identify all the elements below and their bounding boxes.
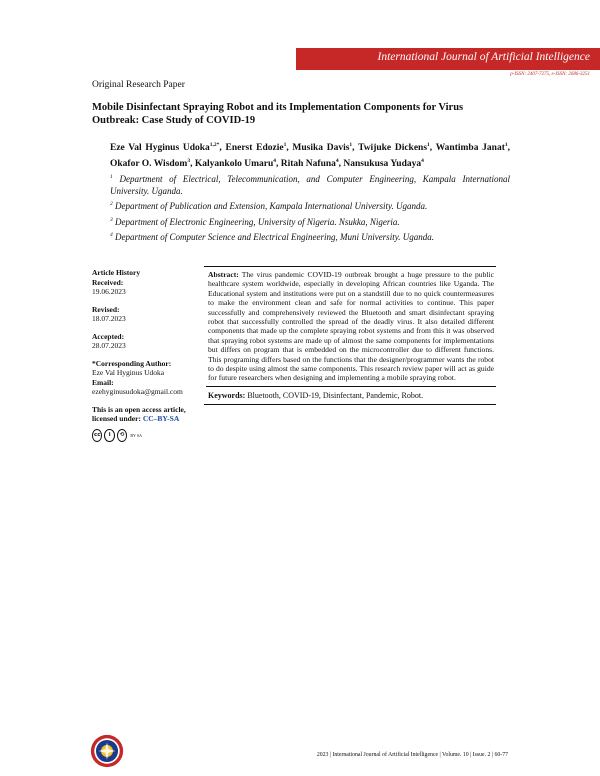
author: Twijuke Dickens$^1$ xyxy=(358,142,430,154)
author: Okafor O. Wisdom$^3$ xyxy=(110,158,191,170)
author: Wantimba Janat$^1$ xyxy=(435,142,508,154)
author-affiliation-mark: 1 xyxy=(283,142,287,148)
affiliation-number: 1 xyxy=(110,174,113,180)
author-list: Eze Val Hyginus Udoka$^{1,2*}$, Enerst Edozie$^1$, Musika Davis$^1$, Twijuke Dickens$^1$, Wantimba Janat$^1$, Okafor O. Wisdom$^3$, Kalyankolo Umaru$^4$, Ritah Nafuna$^4$, Nansukusa Yudaya$^4$ xyxy=(110,142,510,170)
journal-seal-icon xyxy=(90,734,124,768)
revised-label: Revised: xyxy=(92,304,120,314)
license-label: This is an open access article, licensed under: xyxy=(92,404,186,423)
page-footer: 2023 | International Journal of Artificial Intelligence | Volume. 10 | Issue. 2 | 60-77 xyxy=(316,752,508,758)
abstract-box xyxy=(204,266,496,405)
paper-title: Mobile Disinfectant Spraying Robot and its Implementation Components for Virus Outbreak: Case Study of COVID-19 xyxy=(92,102,464,126)
sa-icon: ⟲ xyxy=(117,429,127,442)
author-affiliation-mark: 4 xyxy=(273,158,276,165)
affiliation-number: 4 xyxy=(110,232,113,238)
cc-license-badge[interactable] xyxy=(92,429,142,443)
abstract-text: The virus pandemic COVID-19 outbreak brought a huge pressure to the public healthcare system worldwide, especially in developing African countries like Uganda. The Educational system and institutions were put on a standstill due to no quick countermeasures to make the environment clean and safe for normal activities to continue. This paper successfully and comprehensively reviewed the Bluetooth and smart disinfectant spraying robot that successfully controlled the spread of the deadly virus. It also detailed different components that made up the complete spraying robot systems and from this it was observed that spraying robot systems are made up of almost the same components for implementations but differs on program that is embedded on the microcontroller due to different functions. This programing differs based on the functions that the designer/programmer wants the robot to do despite using almost the same components. This research review paper will act as guide for future researchers when designing and implementing a mobile spraying robot. xyxy=(208,270,494,383)
received-date: 19.06.2023 xyxy=(92,287,126,296)
license-text xyxy=(92,405,200,424)
journal-issn: p-ISSN: 2407-7275, e-ISSN: 2686-3251 xyxy=(510,72,590,77)
accepted-date: 28.07.2023 xyxy=(92,341,126,350)
journal-name: International Journal of Artificial Intelligence xyxy=(377,51,590,63)
affiliation-number: 3 xyxy=(110,216,113,223)
author-affiliation-mark: 1 xyxy=(504,142,508,148)
by-text: BY xyxy=(130,432,136,438)
author-affiliation-mark: 4 xyxy=(335,158,339,165)
author: Eze Val Hyginus Udoka$^{1,2*}$ xyxy=(110,142,220,154)
sa-text: SA xyxy=(136,432,142,438)
affiliation: $^4$ Department of Computer Science and Electrical Engineering, Muni University. Uganda. xyxy=(110,232,434,242)
revised-date: 18.07.2023 xyxy=(92,314,126,323)
author-affiliation-mark: 4 xyxy=(421,158,424,165)
keywords-label: Keywords: xyxy=(208,390,246,400)
affiliation: $^1$ Department of Electrical, Telecommunication, and Computer Engineering, Kampala International University. Uganda. xyxy=(110,174,510,196)
article-info-sidebar xyxy=(92,268,200,443)
abstract xyxy=(206,267,496,386)
affiliation: $^3$ Department of Electronic Engineering, University of Nigeria. Nsukka, Nigeria. xyxy=(110,216,400,227)
abstract-label: Abstract: xyxy=(208,270,239,279)
author: Nansukusa Yudaya$^4$ xyxy=(343,158,424,170)
by-icon: i xyxy=(104,429,114,442)
journal-banner xyxy=(296,48,600,70)
author: Ritah Nafuna$^4$ xyxy=(280,158,339,170)
history-label: Article History xyxy=(92,268,141,277)
author-affiliation-mark: 1,2* xyxy=(209,142,220,148)
cc-icon: cc xyxy=(92,429,102,442)
corresponding-label: *Corresponding Author: xyxy=(92,358,172,368)
affiliation: $^2$ Department of Publication and Extension, Kampala International University. Uganda. xyxy=(110,201,428,211)
email-label: Email: xyxy=(92,377,114,387)
author-affiliation-mark: 1 xyxy=(349,142,353,148)
keywords xyxy=(206,386,496,404)
received-label: Received: xyxy=(92,277,124,287)
paper-type: Original Research Paper xyxy=(92,80,185,90)
author: Musika Davis$^1$ xyxy=(292,142,353,154)
author: Kalyankolo Umaru$^4$ xyxy=(194,158,276,170)
affiliation-list xyxy=(110,172,510,246)
author-affiliation-mark: 3 xyxy=(187,158,191,165)
accepted-label: Accepted: xyxy=(92,331,125,341)
corresponding-name: Eze Val Hyginus Udoka xyxy=(92,368,165,377)
keywords-text: Bluetooth, COVID-19, Disinfectant, Pandemic, Robot. xyxy=(247,390,424,400)
email-link[interactable]: ezehyginusudoka@gmail.com xyxy=(92,387,183,396)
author: Enerst Edozie$^1$ xyxy=(225,142,287,154)
license-link[interactable]: CC–BY-SA xyxy=(142,414,180,423)
author-affiliation-mark: 1 xyxy=(427,142,430,148)
affiliation-number: 2 xyxy=(110,201,113,207)
